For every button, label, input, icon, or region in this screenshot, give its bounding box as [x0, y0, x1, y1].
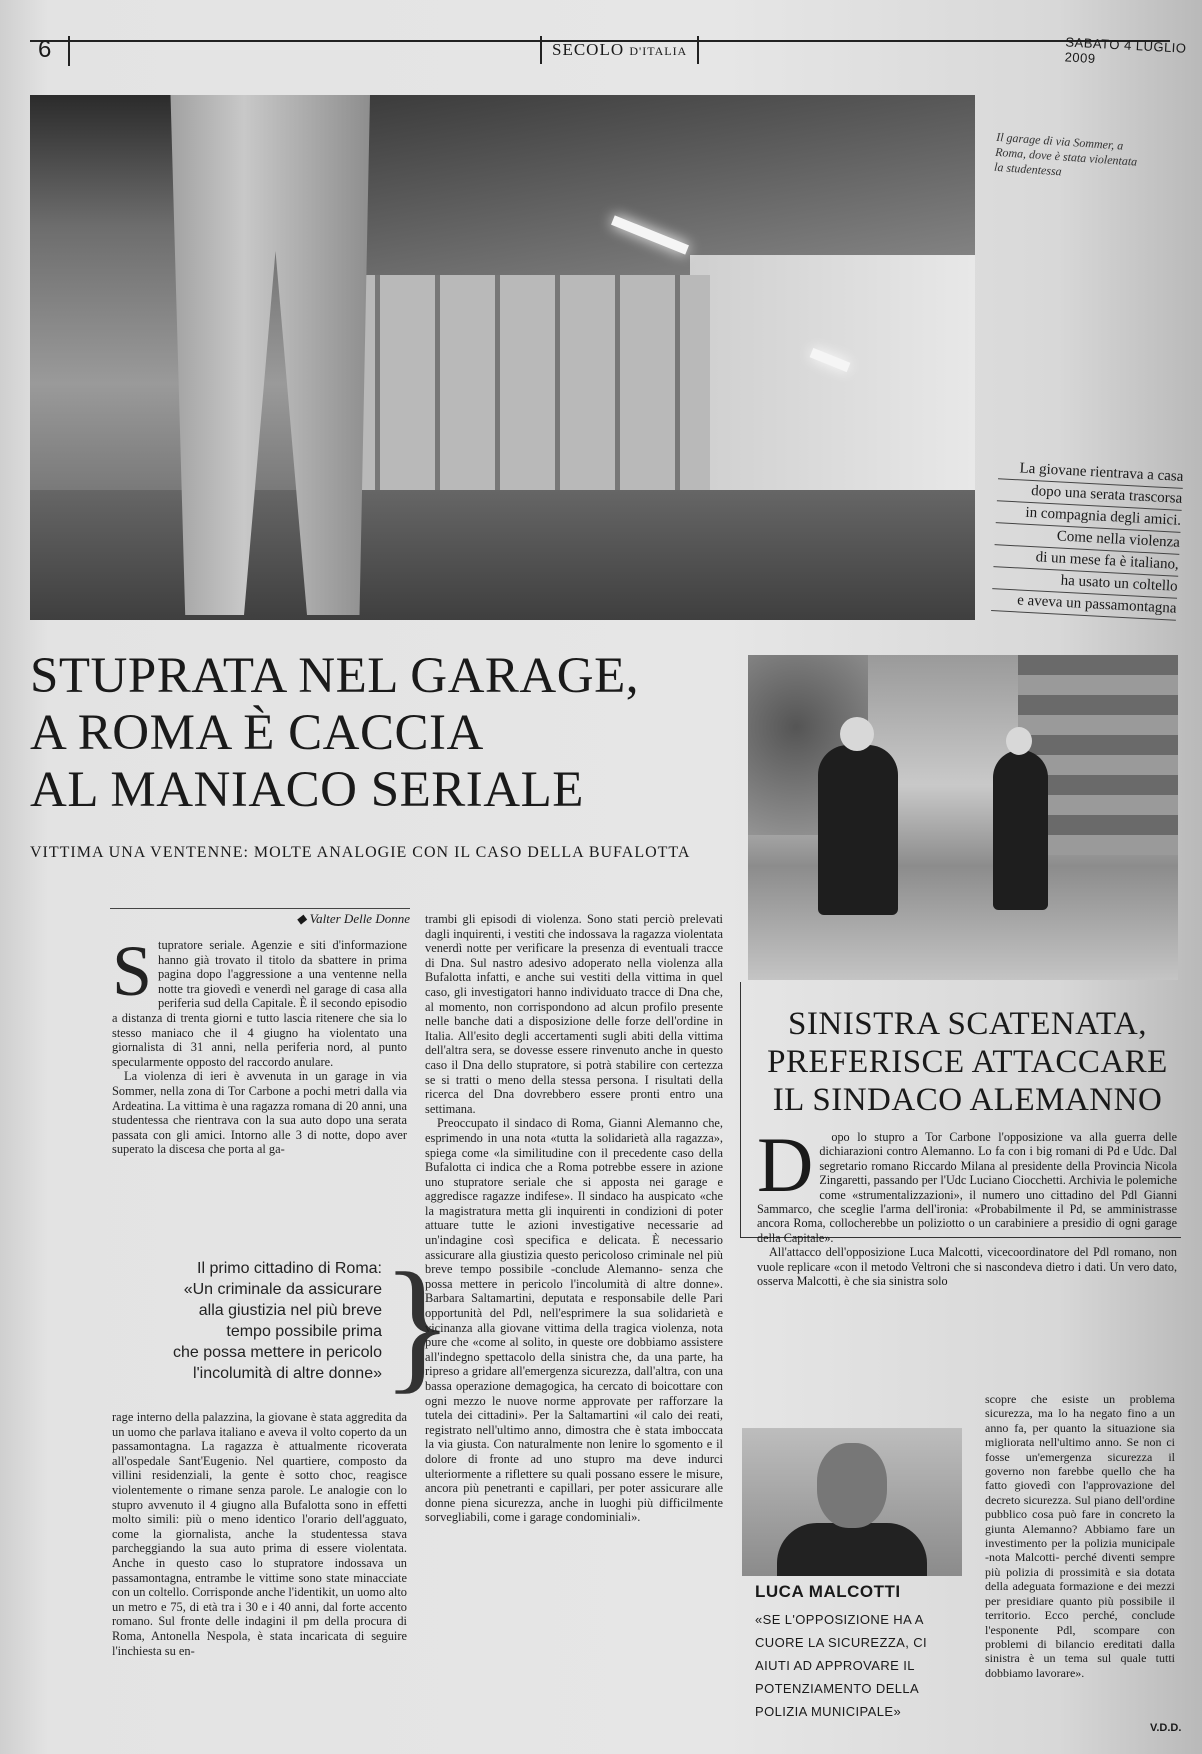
quote-line: Il primo cittadino di Roma: [197, 1260, 382, 1277]
sidebar-title-line: IL SINDACO ALEMANNO [772, 1082, 1163, 1118]
pullquote-line: ha usato un coltello [992, 567, 1178, 599]
masthead-main: SECOLO [552, 40, 625, 59]
photo-officer [818, 745, 898, 915]
article-headline [30, 648, 730, 819]
article-byline: ◆ Valter Delle Donne [110, 908, 410, 927]
sidebar-column-2: scopre che esiste un problema sicurezza, ma lo ha negato fino a un anno fa, per quanto la situazione sia migliorata nell'ultimo anno. Se non ci fosse un'emergenza sicurezza il governo non farebbe quello che ha fatto giovedì con l'approvazione del decreto sicurezza. Sul piano dell'ordine pubblico cosa può fare in concreto la giunta Alemanno? Abbiamo fare un investimento per la polizia municipale -nota Malcotti- perché diventi sempre più polizia di prossimità e sia dotata della adeguata formazione e dei mezzi per presidiare quanto più possibile il territorio. Ecco perché, conclude l'esponente Pdl, scompare con problemi di bilancio ereditati dalla sinistra è un tema sul quale tutti dobbiamo lavorare». [985, 1392, 1175, 1680]
pullquote-line: Come nella violenza [995, 523, 1181, 555]
headline-line: AL MANIACO SERIALE [30, 762, 584, 818]
portrait-face [817, 1443, 887, 1528]
pullquote-line: e aveva un passamontagna [991, 589, 1177, 621]
sidebar-title [755, 1005, 1180, 1119]
article-pullquote [120, 1258, 382, 1384]
masthead-small: D'ITALIA [629, 44, 688, 58]
sidebar-column [757, 1130, 1177, 1392]
article-paragraph: La violenza di ieri è avvenuta in un garage in via Sommer, nella zona di Tor Carbone a pochi metri dalla via Ardeatina. La vittima è una ragazza romana di 20 anni, una studentessa che rientrava con la sua auto dopo una serata passata con gli amici. Intorno alle 3 di notte, dopo aver superato la discesa che porta al ga- [112, 1069, 407, 1157]
photo-officer-head [1006, 727, 1032, 755]
masthead [540, 36, 699, 64]
quote-line: l'incolumità di altre donne» [193, 1365, 382, 1382]
quote-line: che possa mettere in pericolo [173, 1344, 382, 1361]
police-photo [748, 655, 1178, 980]
pullquote-line: in compagnia degli amici. [996, 501, 1182, 533]
article-paragraph: trambi gli episodi di violenza. Sono stati perciò prelevati dagli inquirenti, i vestiti che indossava la ragazza violentata venerdì notte per verificare la presenza di eventuali tracce di Dna. Sul nastro adesivo adoperato nella violenza alla Bufalotta infatti, e anche sui vestiti della vittima in quel caso, gli investigatori hanno individuato tracce di Dna che, al momento, non corrispondono ad alcun profilo presente nelle banche dati a disposizione delle forze dell'ordine in Italia. All'esito degli accertamenti sugli abiti della vittima dell'altra sera, se dovesse essere rinvenuto anche in questo caso il Dna dello stupratore, si potrà stabilire con certezza se si tratti o meno della stessa persona. I risultati della ricerca del Dna dovrebbero essere pronti entro una settimana. [425, 912, 723, 1116]
portrait-name: LUCA MALCOTTI [755, 1582, 901, 1601]
article-column-1b [112, 1410, 407, 1740]
sidebar-title-line: PREFERISCE ATTACCARE [767, 1044, 1168, 1080]
article-paragraph: rage interno della palazzina, la giovane è stata aggredita da un uomo che parlava italiano e aveva il volto coperto da un passamontagna. La ragazza è attualmente ricoverata all'ospedale Sant'Eugenio. Nel quartiere, composto da villini residenziali, la gente è sotto choc, reagisce violentemente o rimane senza parole. Le analogie con lo stupro avvenuto il 4 giugno alla Bufalotta sono in effetti molto simili: più o meno identico l'orario dell'agguato, come la giornalista, anche la studentessa stava parcheggiando la sua auto prima di essere violentata. Anche in questo caso lo stupratore indossava un passamontagna, entrambe le vittime sono state minacciate con un coltello. Corrisponde anche l'identikit, un uomo alto un metro e 75, di età tra i 30 e i 40 anni, dal forte accento romano. Sul fronte delle indagini il pm della procura di Roma, Antonella Nespola, è stata incaricata di seguire l'inchiesta su en- [112, 1410, 407, 1658]
article-column-1 [112, 938, 407, 1228]
photo-garage-doors [320, 275, 710, 490]
pullquote-line: dopo una serata trascorsa [997, 479, 1183, 511]
portrait-photo [742, 1428, 962, 1576]
article-paragraph: tupratore seriale. Agenzie e siti d'informazione hanno già trovato il titolo da sbattere in prima pagina dopo l'aggressione a una ventenne nella notte tra giovedì e venerdì nel garage di casa alla periferia sud della Capitale. È il secondo episodio a distanza di trenta giorni e tutto lascia ritenere che sia lo stesso maniaco che il 4 giugno ha violentato una giornalista di 31 anni, nella periferia nord, al punto specularmente opposto del raccordo anulare. [112, 938, 407, 1069]
headline-line: STUPRATA NEL GARAGE, [30, 648, 639, 704]
pullquote-line: di un mese fa è italiano, [993, 545, 1179, 577]
headline-line: A ROMA È CACCIA [30, 705, 484, 761]
quote-line: «Un criminale da assicurare [183, 1281, 382, 1298]
photo-officer-head [840, 717, 874, 751]
quote-line: alla giustizia nel più breve [198, 1302, 382, 1319]
article-paragraph: Preoccupato il sindaco di Roma, Gianni Alemanno che, esprimendo in una nota «tutta la solidarietà alla ragazza», spiega come «la similitudine con il precedente caso della Bufalotta ci indica che a Roma potrebbe essere in azione uno stupratore seriale che si apposta nei garage e aggredisce ragazze indifese». Il sindaco ha auspicato «che la magistratura metta gli inquirenti in condizioni di poter attuare tutte le azioni investigative necessarie ad un'indagine così specifica e delicata. È necessario assicurare alla giustizia questo pericoloso criminale nel più breve tempo possibile -conclude Alemanno- senza che possa mettere in pericolo l'incolumità di altre donne». Barbara Saltamartini, deputata e responsabile delle Pari opportunità del Pdl, nell'esprimere la sua solidarietà e vicinanza alla giovane vittima della tragica violenza, nota pure che «come al solito, in queste ore dobbiamo assistere all'indegno spettacolo della sinistra che, da una parte, ha ripreso a gridare all'emergenza sicurezza, dall'altra, con una bassa operazione demagogica, ha cercato di boicottare con ogni mezzo le nuove norme approvate per rafforzare la tutela dei cittadini». Per la Saltamartini «il calo dei reati, registrato nell'ultimo anno, dimostra che è stata imboccata la via giusta. Con naturalmente non lenire lo sgomento e il dolore di fronte ad uno stupro ma deve indurci ulteriormente a riflettere su quali possano essere le misure, ancora più penetranti e capillari, per poter assicurare alle donne piena sicurezza, anche in luoghi più difficilmente sorvegliabili, come i garage condominiali». [425, 1116, 723, 1525]
article-dropcap: S [112, 938, 153, 1011]
issue-date: SABATO 4 LUGLIO 2009 [1064, 34, 1187, 67]
photo-officer [993, 750, 1048, 910]
top-pullquote [991, 457, 1184, 620]
article-column-2 [425, 912, 723, 1744]
sidebar-dropcap: D [757, 1130, 814, 1208]
sidebar-paragraph: opo lo stupro a Tor Carbone l'opposizione va alla guerra delle dichiarazioni contro Alemanno. Lo fa con i big romani di Pd e Udc. Dal segretario romano Riccardo Milana al presidente della Provincia Nicola Zingaretti, passando per l'Udc Luciano Ciocchetti. Archivia le polemiche come «strumentalizzazioni», il numero uno cittadino del Pdl Gianni Sammarco, che sceglie l'arma dell'ironia: «Probabilmente il Pd, se amministrasse ancora Roma, collocherebbe un poliziotto o un carabiniere a presidio di ogni garage della Capitale». [757, 1130, 1177, 1245]
portrait-suit [777, 1523, 927, 1576]
photo-wall [690, 255, 975, 515]
garage-photo [30, 95, 975, 620]
portrait-quote: «SE L'OPPOSIZIONE HA A CUORE LA SICUREZZA, CI AIUTI AD APPROVARE IL POTENZIAMENTO DELLA POLIZIA MUNICIPALE» [755, 1612, 928, 1719]
sidebar-signature: V.D.D. [1150, 1722, 1182, 1734]
page-number: 6 [30, 36, 70, 66]
pullquote-line: La giovane rientrava a casa [998, 457, 1184, 489]
photo-caption: Il garage di via Sommer, a Roma, dove è stata violentata la studentessa [993, 129, 1138, 179]
quote-line: tempo possibile prima [226, 1323, 382, 1340]
photo-floor [30, 490, 975, 620]
article-kicker: VITTIMA UNA VENTENNE: MOLTE ANALOGIE CON IL CASO DELLA BUFALOTTA [30, 844, 691, 861]
quote-brace-icon: } [382, 1243, 454, 1407]
sidebar-title-line: SINISTRA SCATENATA, [788, 1006, 1147, 1042]
sidebar-paragraph: All'attacco dell'opposizione Luca Malcotti, vicecoordinatore del Pdl romano, non vuole replicare «con il metodo Veltroni che si nascondeva dietro i dati. Un vero dato, osserva Malcotti, è che sia sinistra solo [757, 1245, 1177, 1289]
